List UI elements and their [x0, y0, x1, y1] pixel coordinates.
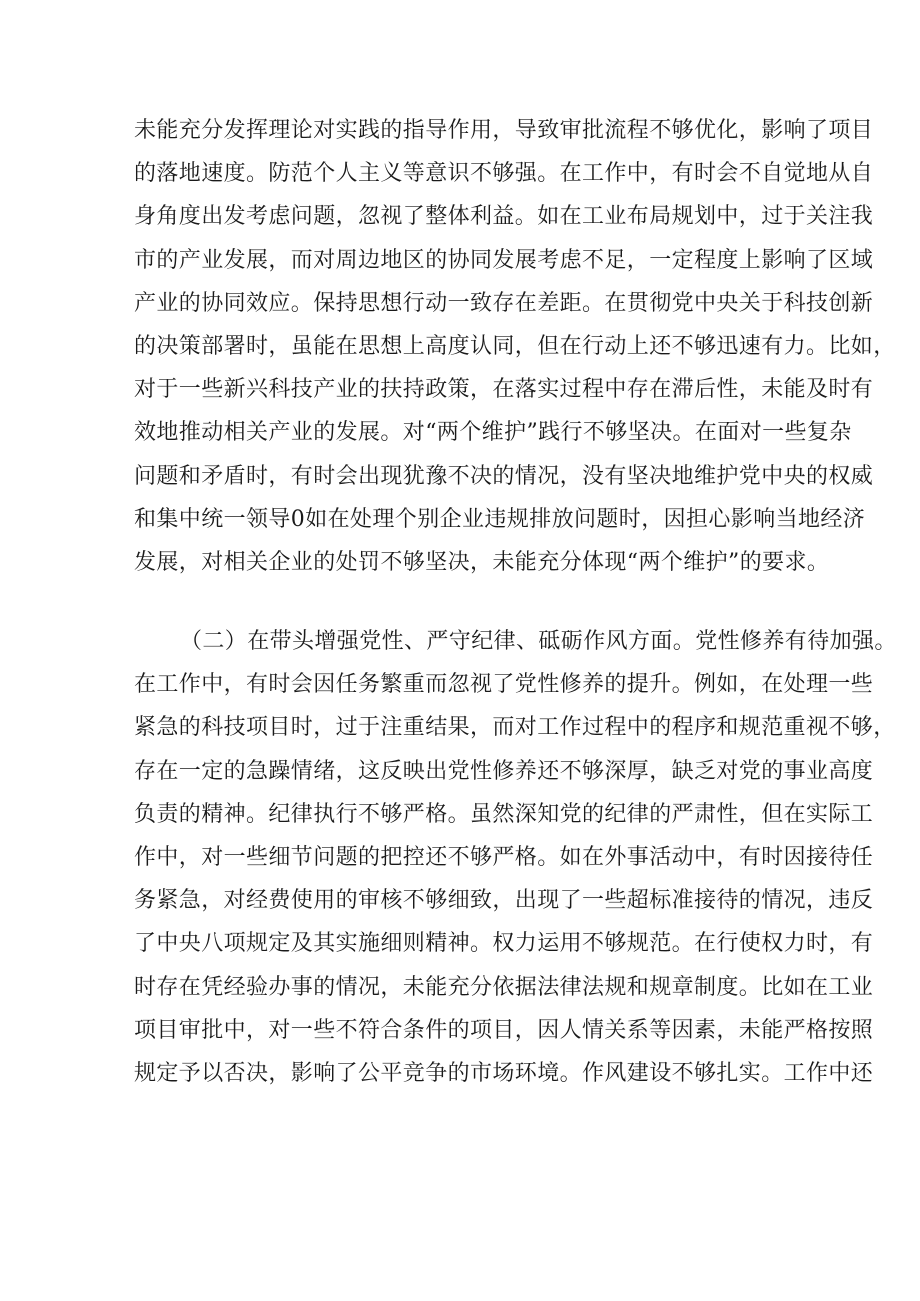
text-line: 身角度出发考虑问题，忽视了整体利益。如在工业布局规划中，过于关注我 — [134, 204, 874, 230]
text-line: 务紧急，对经费使用的审核不够细致，出现了一些超标准接待的情况，违反 — [134, 888, 874, 914]
text-line: 项目审批中，对一些不符合条件的项目，因人情关系等因素，未能严格按照 — [134, 1017, 874, 1043]
text-line: 作中，对一些细节问题的把控还不够严格。如在外事活动中，有时因接待任 — [134, 844, 874, 870]
text-line: 未能充分发挥理论对实践的指导作用，导致审批流程不够优化，影响了项目 — [134, 118, 874, 143]
text-line: 的落地速度。防范个人主义等意识不够强。在工作中，有时会不自觉地从自 — [134, 161, 874, 187]
text-line: 的决策部署时，虽能在思想上高度认同，但在行动上还不够迅速有力。比如， — [134, 333, 896, 359]
text-line: 负责的精神。纪律执行不够严格。虽然深知党的纪律的严肃性，但在实际工 — [134, 801, 874, 827]
paragraph-1 — [134, 109, 896, 584]
text-line: 存在一定的急躁情绪，这反映出党性修养还不够深厚，缺乏对党的事业高度 — [134, 758, 874, 784]
paragraph-2 — [134, 620, 897, 1095]
text-line: 在工作中，有时会因任务繁重而忽视了党性修养的提升。例如，在处理一些 — [134, 672, 874, 698]
text-line: 产业的协同效应。保持思想行动一致存在差距。在贯彻党中央关于科技创新 — [134, 290, 874, 316]
text-line: 紧急的科技项目时，过于注重结果，而对工作过程中的程序和规范重视不够， — [134, 715, 896, 741]
text-line: 时存在凭经验办事的情况，未能充分依据法律法规和规章制度。比如在工业 — [134, 974, 874, 1000]
text-line: 了中央八项规定及其实施细则精神。权力运用不够规范。在行使权力时，有 — [134, 931, 874, 957]
text-line: 规定予以否决，影响了公平竞争的市场环境。作风建设不够扎实。工作中还 — [134, 1060, 874, 1086]
text-line: 市的产业发展，而对周边地区的协同发展考虑不足，一定程度上影响了区域 — [134, 247, 874, 273]
text-line: 和集中统一领导0如在处理个别企业违规排放问题时，因担心影响当地经济 — [134, 506, 866, 532]
text-line: 效地推动相关产业的发展。对“两个维护”践行不够坚决。在面对一些复杂 — [134, 420, 852, 446]
text-line: 发展，对相关企业的处罚不够坚决，未能充分体现“两个维护”的要求。 — [134, 549, 830, 575]
text-line: 对于一些新兴科技产业的扶持政策，在落实过程中存在滞后性，未能及时有 — [134, 377, 874, 403]
text-line-indented: （二）在带头增强党性、严守纪律、砥砺作风方面。党性修养有待加强。 — [180, 629, 897, 654]
text-line: 问题和矛盾时，有时会出现犹豫不决的情况，没有坚决地维护党中央的权威 — [134, 463, 874, 489]
